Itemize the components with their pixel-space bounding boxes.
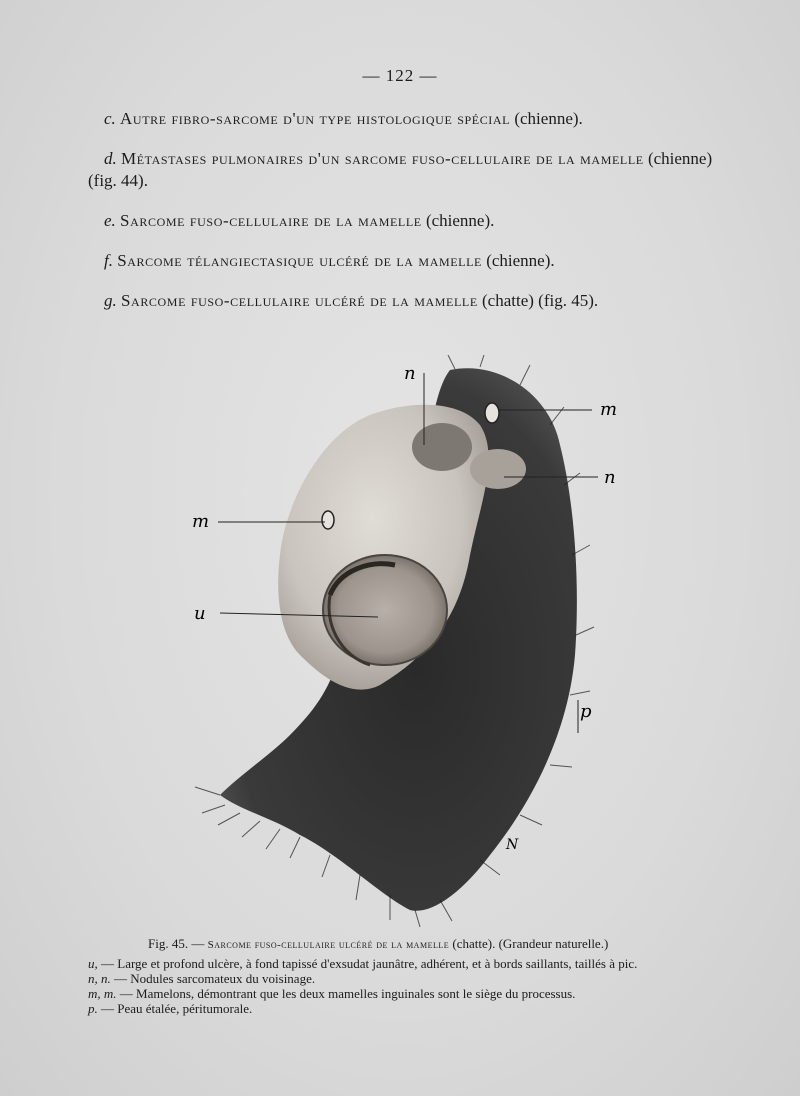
caption-title-text: Sarcome fuso-cellulaire ulcéré de la mamelle [207, 939, 450, 951]
label-p: p [580, 701, 592, 722]
entry-title: Métastases pulmonaires d'un sarcome fuso-cellulaire de la mamelle [121, 149, 644, 168]
entry-note: (chatte) (fig. 45). [482, 291, 599, 310]
entry-f [88, 250, 724, 272]
entry-letter: f. [104, 251, 113, 270]
entry-d [88, 148, 724, 192]
legend-text: — Nodules sarcomateux du voisinage. [114, 971, 316, 986]
entry-g [88, 290, 724, 312]
legend-item-n [88, 971, 756, 986]
nodule-top [412, 423, 472, 471]
legend-item-u [88, 956, 756, 971]
entry-title: Sarcome télangiectasique ulcéré de la mamelle [117, 251, 482, 270]
entry-note: (chienne). [514, 109, 583, 128]
label-m-right: m [600, 399, 618, 420]
legend-item-m [88, 986, 756, 1001]
entry-title: Sarcome fuso-cellulaire ulcéré de la mamelle [121, 291, 478, 310]
entry-note: (chienne). [486, 251, 555, 270]
entry-c [88, 108, 724, 130]
legend-text: — Mamelons, démontrant que les deux mamelles inguinales sont le siège du processus. [119, 986, 576, 1001]
legend-key: p. [88, 1001, 98, 1016]
figure-illustration [180, 355, 640, 930]
caption-suffix: (chatte). (Grandeur naturelle.) [452, 936, 609, 951]
entry-letter: d. [104, 149, 117, 168]
ulcer [323, 555, 447, 665]
figure-caption [88, 936, 756, 1016]
legend-key: n, n. [88, 971, 111, 986]
entry-note: (chienne). [425, 211, 495, 230]
legend-text: — Peau étalée, péritumorale. [101, 1001, 253, 1016]
entry-title: Sarcome fuso-cellulaire de la mamelle [120, 211, 422, 230]
caption-title [88, 936, 756, 953]
specimen-drawing [180, 355, 640, 930]
artist-signature: N [506, 837, 519, 853]
legend-item-p [88, 1001, 756, 1016]
nipple-left [322, 511, 334, 529]
entry-note: (chienne) (fig. 44). [88, 149, 713, 190]
nipple-right [485, 403, 499, 423]
entry-letter: e. [104, 211, 116, 230]
entry-letter: c. [104, 109, 116, 128]
entry-e [88, 210, 724, 232]
label-u: u [194, 603, 206, 624]
label-m-left: m [192, 511, 210, 532]
legend-key: u, [88, 956, 98, 971]
nodule-right [470, 449, 526, 489]
legend-key: m, m. [88, 986, 117, 1001]
legend-text: — Large et profond ulcère, à fond tapissé d'exsudat jaunâtre, adhérent, et à bords saillants, taillés à pic. [101, 956, 638, 971]
page-number: — 122 — [362, 66, 438, 85]
label-n-right: n [604, 467, 616, 488]
caption-prefix: Fig. 45. — [148, 936, 205, 951]
entry-letter: g. [104, 291, 117, 310]
entry-list [88, 108, 724, 330]
label-n-top: n [404, 363, 416, 384]
entry-title: Autre fibro-sarcome d'un type histologique spécial [120, 109, 511, 128]
